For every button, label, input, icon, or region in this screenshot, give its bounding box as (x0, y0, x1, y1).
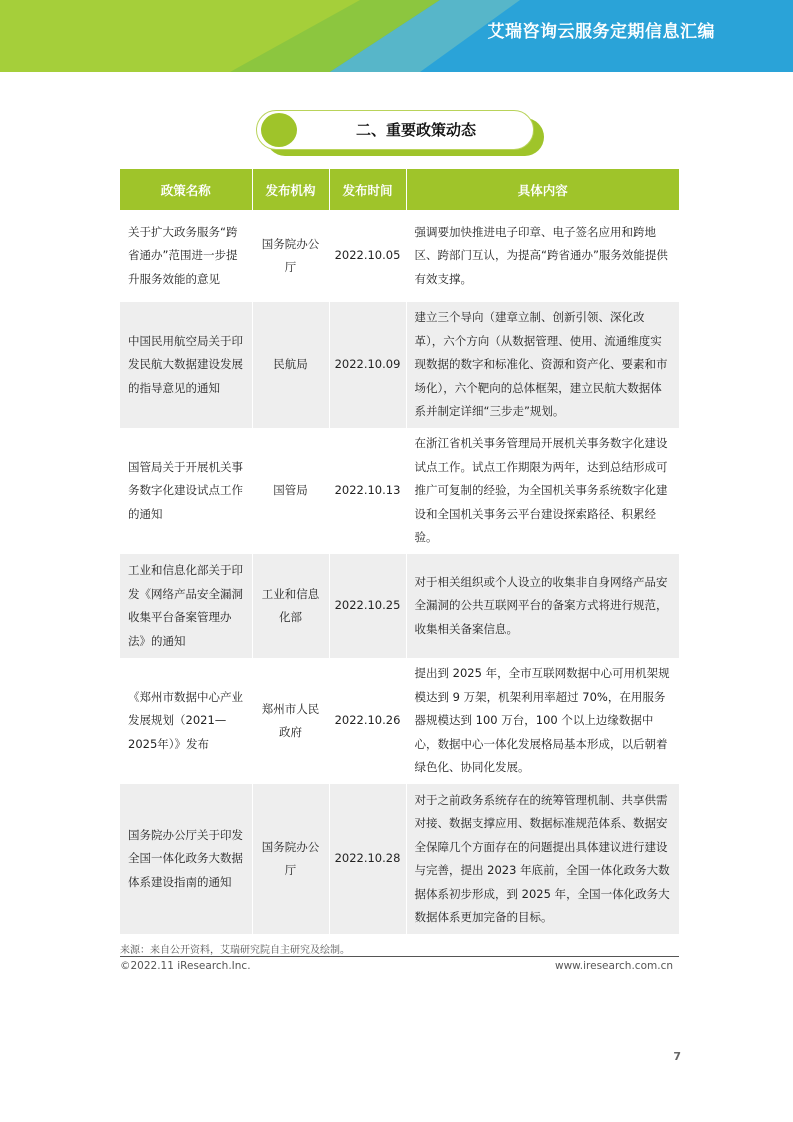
policy-org: 郑州市人民政府 (252, 658, 329, 784)
section-heading-dot (261, 113, 297, 147)
policy-date: 2022.10.09 (329, 302, 406, 428)
policy-name: 国管局关于开展机关事务数字化建设试点工作的通知 (120, 428, 252, 554)
policy-name: 工业和信息化部关于印发《网络产品安全漏洞收集平台备案管理办法》的通知 (120, 554, 252, 658)
policy-content: 在浙江省机关事务管理局开展机关事务数字化建设试点工作。试点工作期限为两年，达到总结形成可推广可复制的经验，为全国机关事务系统数字化建设和全国机关事务云平台建设探索路径、积累经验。 (406, 428, 679, 554)
policy-content: 提出到 2025 年，全市互联网数据中心可用机架规模达到 9 万架，机架利用率超过 70%，在用服务器规模达到 100 万台，100 个以上边缘数据中心，数据中心一体化发展格局基本形成，以后朝着绿色化、协同化发展。 (406, 658, 679, 784)
policy-org: 国务院办公厅 (252, 784, 329, 934)
header-title: 艾瑞咨询云服务定期信息汇编 (487, 22, 715, 42)
section-heading (256, 110, 544, 156)
col-header-date: 发布时间 (329, 169, 406, 210)
policy-date: 2022.10.13 (329, 428, 406, 554)
col-header-content: 具体内容 (406, 169, 679, 210)
table-row (120, 428, 679, 554)
source-note: 来源：来自公开资料，艾瑞研究院自主研究及绘制。 (120, 945, 350, 956)
policy-name: 关于扩大政务服务“跨省通办”范围进一步提升服务效能的意见 (120, 210, 252, 302)
policy-name: 国务院办公厅关于印发全国一体化政务大数据体系建设指南的通知 (120, 784, 252, 934)
policy-org: 工业和信息化部 (252, 554, 329, 658)
policy-org: 民航局 (252, 302, 329, 428)
policy-content: 对于之前政务系统存在的统筹管理机制、共享供需对接、数据支撑应用、数据标准规范体系、数据安全保障几个方面存在的问题提出具体建议进行建设与完善，提出 2023 年底前，全国一体化政务大数据体系初步形成，到 2025 年，全国一体化政务大数据体系更加完备的目标。 (406, 784, 679, 934)
table-row (120, 302, 679, 428)
table-row (120, 210, 679, 302)
table-row (120, 784, 679, 934)
header-banner (0, 0, 793, 72)
policy-table (120, 169, 679, 934)
col-header-name: 政策名称 (120, 169, 252, 210)
policy-content: 对于相关组织或个人设立的收集非自身网络产品安全漏洞的公共互联网平台的备案方式将进行规范，收集相关备案信息。 (406, 554, 679, 658)
page-number: 7 (673, 1050, 681, 1063)
policy-date: 2022.10.26 (329, 658, 406, 784)
copyright-text: ©2022.11 iResearch.Inc. (120, 960, 251, 972)
section-title: 二、重要政策动态 (355, 121, 476, 139)
policy-org: 国管局 (252, 428, 329, 554)
policy-name: 中国民用航空局关于印发民航大数据建设发展的指导意见的通知 (120, 302, 252, 428)
table-header-row (120, 169, 679, 210)
website-text: www.iresearch.com.cn (554, 960, 673, 972)
policy-content: 建立三个导向（建章立制、创新引领、深化改革），六个方向（从数据管理、使用、流通维度实现数据的数字和标准化、资源和资产化、要素和市场化），六个靶向的总体框架，建立民航大数据体系并制定详细“三步走”规划。 (406, 302, 679, 428)
policy-org: 国务院办公厅 (252, 210, 329, 302)
policy-date: 2022.10.28 (329, 784, 406, 934)
policy-content: 强调要加快推进电子印章、电子签名应用和跨地区、跨部门互认，为提高“跨省通办”服务效能提供有效支撑。 (406, 210, 679, 302)
table-row (120, 658, 679, 784)
policy-name: 《郑州市数据中心产业发展规划（2021—2025年）》发布 (120, 658, 252, 784)
footer-divider (120, 956, 679, 957)
policy-date: 2022.10.25 (329, 554, 406, 658)
col-header-org: 发布机构 (252, 169, 329, 210)
table-row (120, 554, 679, 658)
policy-date: 2022.10.05 (329, 210, 406, 302)
